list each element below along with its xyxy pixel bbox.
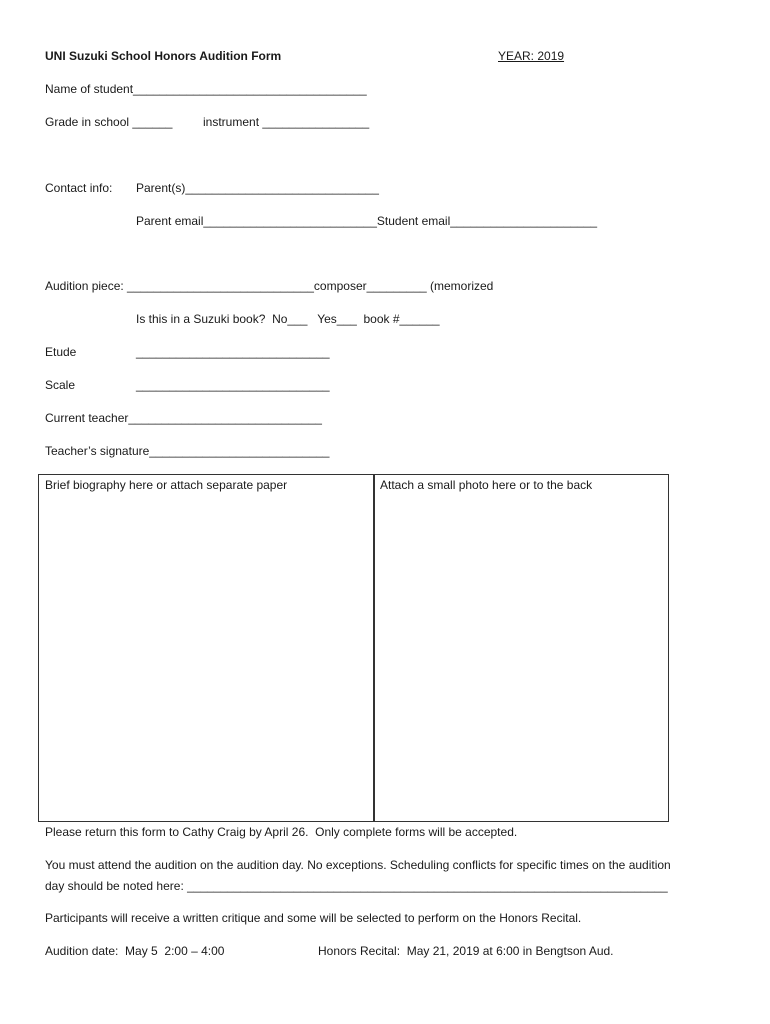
audition-piece-field[interactable]: Audition piece: ____________________________composer_________ (memorized <box>45 279 494 293</box>
photo-box-label: Attach a small photo here or to the back <box>380 478 593 492</box>
email-fields[interactable]: Parent email__________________________Student email______________________ <box>136 214 598 228</box>
instrument-field[interactable]: instrument ________________ <box>203 115 370 129</box>
parents-field[interactable]: Parent(s)_____________________________ <box>136 181 379 195</box>
attend-note-line1: You must attend the audition on the audition day. No exceptions. Scheduling conflicts for specific times on the audition <box>45 858 671 872</box>
etude-field[interactable]: _____________________________ <box>136 345 330 359</box>
form-year: YEAR: 2019 <box>498 49 565 63</box>
scale-label: Scale <box>45 378 76 392</box>
etude-label: Etude <box>45 345 77 359</box>
teacher-signature-field[interactable]: Teacher’s signature___________________________ <box>45 444 330 458</box>
honors-recital-info: Honors Recital: May 21, 2019 at 6:00 in Bengtson Aud. <box>318 944 614 958</box>
audition-date: Audition date: May 5 2:00 – 4:00 <box>45 944 225 958</box>
form-title: UNI Suzuki School Honors Audition Form <box>45 49 282 63</box>
scale-field[interactable]: _____________________________ <box>136 378 330 392</box>
student-name-field[interactable]: Name of student___________________________________ <box>45 82 367 96</box>
current-teacher-field[interactable]: Current teacher_____________________________ <box>45 411 322 425</box>
photo-box[interactable] <box>373 474 669 822</box>
return-note: Please return this form to Cathy Craig by April 26. Only complete forms will be accepted. <box>45 825 518 839</box>
grade-field[interactable]: Grade in school ______ <box>45 115 173 129</box>
participants-note: Participants will receive a written critique and some will be selected to perform on the Honors Recital. <box>45 911 582 925</box>
suzuki-book-field[interactable]: Is this in a Suzuki book? No___ Yes___ book #______ <box>136 312 440 326</box>
schedule-conflict-field[interactable]: day should be noted here: ________________________________________________________________________ <box>45 879 668 893</box>
biography-box[interactable] <box>38 474 375 822</box>
biography-box-label: Brief biography here or attach separate paper <box>45 478 288 492</box>
contact-info-label: Contact info: <box>45 181 113 195</box>
